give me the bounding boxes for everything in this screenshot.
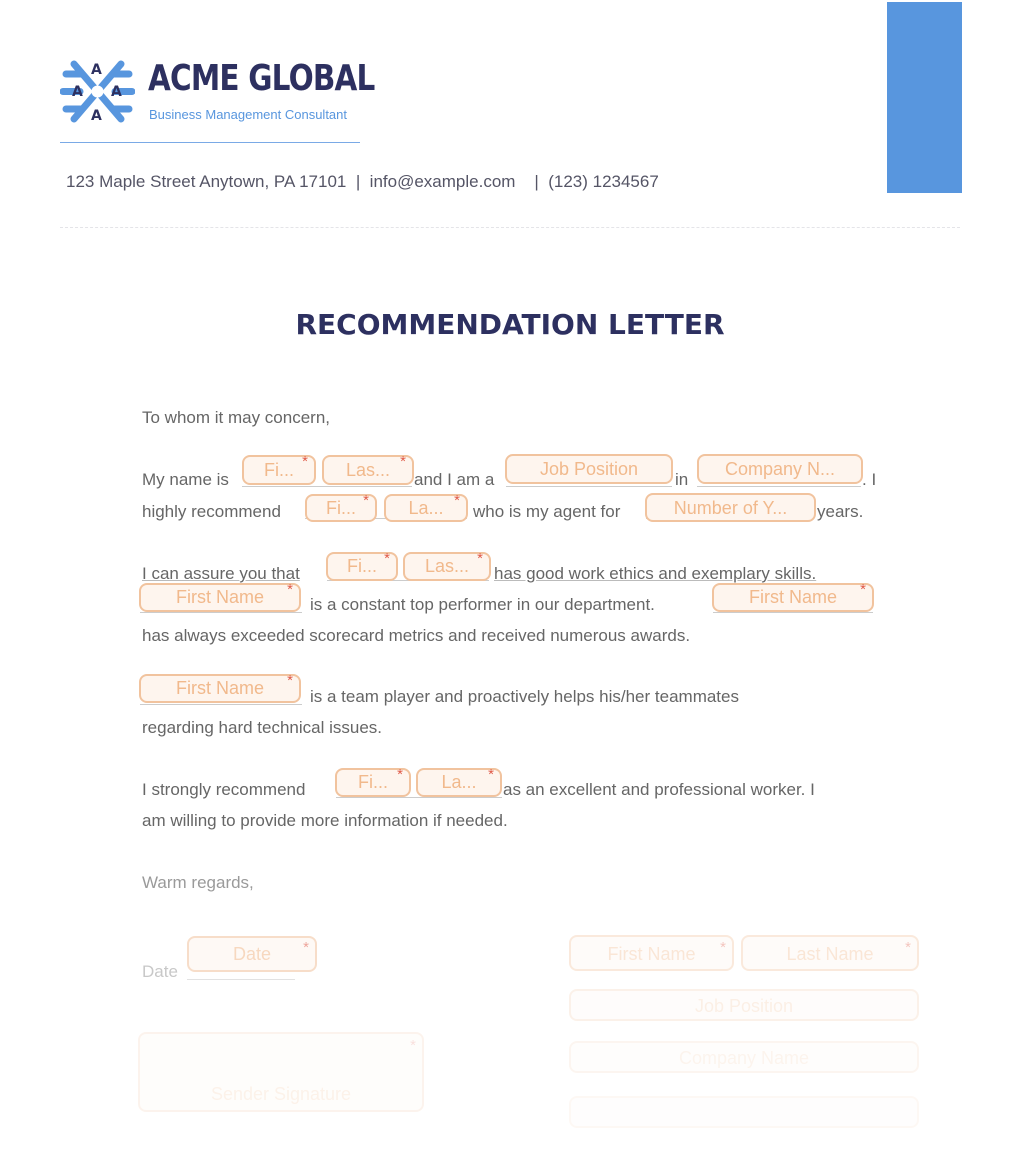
signer-extra-field[interactable]: [569, 1096, 919, 1128]
field-placeholder: Last Name: [786, 944, 874, 964]
p3-text-2: regarding hard technical issues.: [142, 718, 383, 737]
recipient-last-name-field-2[interactable]: [403, 552, 491, 581]
recipient-first-name-field-6[interactable]: [335, 768, 411, 797]
brand-tagline: Business Management Consultant: [149, 107, 348, 122]
sender-company-name-field[interactable]: [697, 454, 863, 484]
number-of-years-field[interactable]: [645, 493, 816, 522]
sender-first-name-field[interactable]: [242, 455, 316, 485]
blank-line: [140, 704, 302, 705]
field-placeholder: Las...: [424, 556, 470, 576]
blank-line: [140, 612, 302, 613]
required-asterisk-icon: *: [397, 766, 403, 783]
recipient-first-name-field-5[interactable]: [139, 674, 301, 703]
signer-last-name-field[interactable]: [741, 935, 919, 971]
field-placeholder: First Name: [175, 587, 264, 607]
required-asterisk-icon: *: [905, 939, 911, 956]
recipient-last-name-field-6[interactable]: [416, 768, 502, 797]
p4-text-2: as an excellent and professional worker. I: [503, 780, 815, 799]
p4-text-3: am willing to provide more information if needed.: [142, 811, 508, 830]
p2-text-3: is a constant top performer in our department.: [310, 595, 655, 614]
field-placeholder: Job Position: [694, 996, 794, 1016]
contact-line: 123 Maple Street Anytown, PA 17101 | info@example.com | (123) 1234567: [66, 172, 659, 191]
accent-bar: [887, 2, 962, 193]
p1-text-5: highly recommend: [142, 502, 281, 521]
field-placeholder: First Name: [748, 587, 837, 607]
required-asterisk-icon: *: [303, 939, 309, 956]
p1-text-6: who is my agent for: [473, 502, 621, 521]
recipient-first-name-field-4[interactable]: [712, 583, 874, 612]
p2-text-2: has good work ethics and exemplary skills.: [494, 564, 817, 583]
field-placeholder: La...: [408, 498, 444, 518]
required-asterisk-icon: *: [363, 492, 369, 509]
field-placeholder: La...: [441, 772, 477, 792]
closing: Warm regards,: [142, 873, 254, 892]
signer-company-name-field[interactable]: [569, 1041, 919, 1073]
logo-divider: [60, 142, 360, 143]
blank-line: [242, 486, 412, 487]
field-placeholder: First Name: [607, 944, 696, 964]
blank-line: [697, 486, 861, 487]
field-placeholder: Company Name: [678, 1048, 810, 1068]
date-field[interactable]: [187, 936, 317, 972]
salutation: To whom it may concern,: [142, 408, 331, 427]
required-asterisk-icon: *: [477, 550, 483, 567]
p1-text-3: in: [675, 470, 689, 489]
sender-job-position-field[interactable]: [505, 454, 673, 484]
field-placeholder: Company N...: [724, 459, 836, 479]
field-placeholder: Las...: [345, 460, 391, 480]
blank-line: [506, 486, 672, 487]
required-asterisk-icon: *: [720, 939, 726, 956]
svg-text:A: A: [111, 84, 122, 100]
recipient-first-name-field-3[interactable]: [139, 583, 301, 612]
recipient-first-name-field[interactable]: [305, 494, 377, 522]
recipient-last-name-field[interactable]: [384, 494, 468, 522]
field-placeholder: Fi...: [326, 498, 356, 518]
blank-line: [713, 612, 873, 613]
required-asterisk-icon: *: [287, 581, 293, 598]
field-placeholder: First Name: [175, 678, 264, 698]
required-asterisk-icon: *: [860, 581, 866, 598]
field-placeholder: Fi...: [358, 772, 388, 792]
date-label: Date: [142, 962, 178, 981]
required-asterisk-icon: *: [287, 672, 293, 689]
p3-text-1: is a team player and proactively helps his/her teammates: [310, 687, 739, 706]
sender-last-name-field[interactable]: [322, 455, 414, 485]
field-placeholder: Job Position: [539, 459, 639, 479]
svg-text:A: A: [91, 108, 102, 124]
acme-logo-icon: [60, 54, 135, 129]
brand-name: ACME GLOBAL: [148, 58, 375, 99]
field-placeholder: Fi...: [347, 556, 377, 576]
required-asterisk-icon: *: [384, 550, 390, 567]
p2-text-4: has always exceeded scorecard metrics and received numerous awards.: [142, 626, 691, 645]
p1-text-1: My name is: [142, 470, 229, 489]
p2-text-1: I can assure you that: [142, 564, 300, 583]
required-asterisk-icon: *: [302, 453, 308, 470]
svg-text:A: A: [91, 62, 102, 78]
required-asterisk-icon: *: [400, 453, 406, 470]
field-placeholder: Date: [232, 944, 272, 964]
field-placeholder: Number of Y...: [673, 498, 788, 518]
blank-line: [336, 797, 502, 798]
required-asterisk-icon: *: [488, 766, 494, 783]
svg-text:A: A: [72, 84, 83, 100]
p1-text-4: . I: [862, 470, 877, 489]
header-divider: [60, 227, 960, 228]
p1-text-7: years.: [817, 502, 864, 521]
page-title: RECOMMENDATION LETTER: [295, 308, 725, 341]
p1-text-2: and I am a: [414, 470, 495, 489]
field-placeholder: Sender Signature: [210, 1084, 352, 1104]
field-placeholder: Fi...: [264, 460, 294, 480]
blank-line: [187, 979, 295, 980]
sender-signature-field[interactable]: [138, 1032, 424, 1112]
required-asterisk-icon: *: [454, 492, 460, 509]
signer-first-name-field[interactable]: [569, 935, 734, 971]
recipient-first-name-field-2[interactable]: [326, 552, 398, 581]
required-asterisk-icon: *: [410, 1037, 416, 1054]
signer-job-position-field[interactable]: [569, 989, 919, 1021]
p4-text-1: I strongly recommend: [142, 780, 306, 799]
